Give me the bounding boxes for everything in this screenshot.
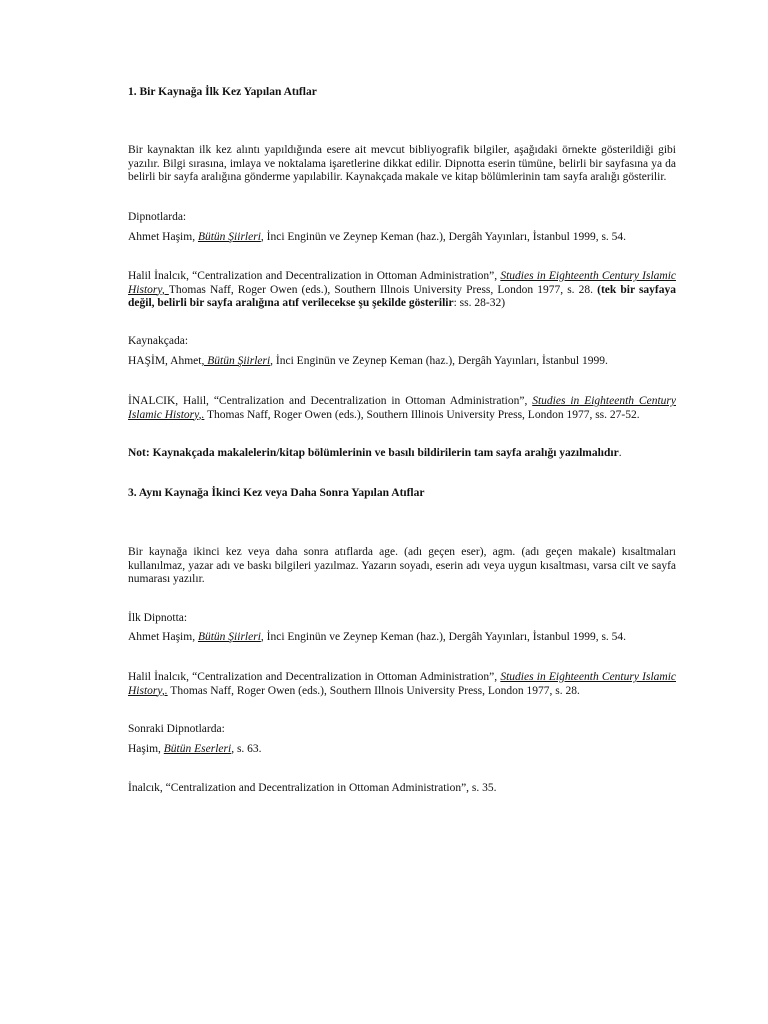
first-footnote-label: İlk Dipnotta: <box>128 612 188 624</box>
book-title: Studies in Eighteenth Century Islamic History,. <box>128 395 676 421</box>
section-1-intro: Bir kaynaktan ilk kez alıntı yapıldığında esere ait mevcut bibliyografik bilgiler, aşağıdaki örnekte gösterildiği gibi yazılır. Bilgi sırasına, imlaya ve noktalama işaretlerine dikkat edilir. Dipnotta eserin tümüne, belirli bir sayfasına ya da belirli bir sayfa aralığına gönderme yapılabilir. Kaynakçada makale ve kitap bölümlerinin tam sayfa aralığı gösterilir. <box>128 144 676 183</box>
book-title: Bütün Şiirleri <box>197 631 261 643</box>
book-title: Studies in Eighteenth Century Islamic History,. <box>128 671 676 697</box>
section-3-intro: Bir kaynağa ikinci kez veya daha sonra atıflarda age. (adı geçen eser), agm. (adı geçen makale) kısaltmaları kullanılmaz, yazar adı ve baskı bilgileri yazılmaz. Yazarın soyadı, eserin adı veya uygun kısaltması, varsa cilt ve sayfa numarası yazılır. <box>128 546 676 585</box>
bibliography-label: Kaynakçada: <box>128 335 189 347</box>
first-footnote-inalcik: Halil İnalcık, “Centralization and Decentralization in Ottoman Administration”, Studies in Eighteenth Century Islamic History,. Thomas Naff, Roger Owen (eds.), Southern Illnois University Press, London 1977, s. 28. <box>128 671 676 697</box>
later-footnotes-label: Sonraki Dipnotlarda: <box>128 723 225 735</box>
bibliography-hasim: HAŞİM, Ahmet, Bütün Şiirleri, İnci Enginün ve Zeynep Keman (haz.), Dergâh Yayınları, İstanbul 1999. <box>128 355 608 367</box>
section-3-heading: 3. Aynı Kaynağa İkinci Kez veya Daha Sonra Yapılan Atıflar <box>128 487 425 499</box>
bibliography-inalcik: İNALCIK, Halil, “Centralization and Decentralization in Ottoman Administration”, Studies in Eighteenth Century Islamic History,. Thomas Naff, Roger Owen (eds.), Southern Illinois University Press, London 1977, ss. 27-52. <box>128 395 676 421</box>
later-footnote-inalcik: İnalcık, “Centralization and Decentralization in Ottoman Administration”, s. 35. <box>128 782 497 794</box>
section-1-heading: 1. Bir Kaynağa İlk Kez Yapılan Atıflar <box>128 86 317 98</box>
book-title: Studies in Eighteenth Century Islamic History, <box>128 270 676 296</box>
bold-instruction: (tek bir sayfaya değil, belirli bir sayfa aralığına atıf verilecekse şu şekilde gösterilir <box>128 283 677 309</box>
first-footnote-hasim: Ahmet Haşim, Bütün Şiirleri, İnci Enginün ve Zeynep Keman (haz.), Dergâh Yayınları, İstanbul 1999, s. 54. <box>128 631 627 643</box>
book-title: Bütün Şiirleri <box>197 231 261 243</box>
footnote-hasim: Ahmet Haşim, Bütün Şiirleri, İnci Enginün ve Zeynep Keman (haz.), Dergâh Yayınları, İstanbul 1999, s. 54. <box>128 231 627 243</box>
book-title: Bütün Eserleri <box>163 743 232 755</box>
book-title: , Bütün Şiirleri <box>201 355 271 367</box>
footnotes-label: Dipnotlarda: <box>128 211 187 223</box>
bibliography-note: Not: Kaynakçada makalelerin/kitap bölümlerinin ve basılı bildirilerin tam sayfa aralığı yazılmalıdır. <box>128 447 622 459</box>
later-footnote-hasim: Haşim, Bütün Eserleri, s. 63. <box>128 743 262 755</box>
footnote-inalcik: Halil İnalcık, “Centralization and Decentralization in Ottoman Administration”, Studies in Eighteenth Century Islamic History, Thomas Naff, Roger Owen (eds.), Southern Illnois University Press, London 1977, s. 28. (tek bir sayfaya değil, belirli bir sayfa aralığına atıf verilecekse şu şekilde gösterilir: ss. 28-32) <box>128 270 677 309</box>
